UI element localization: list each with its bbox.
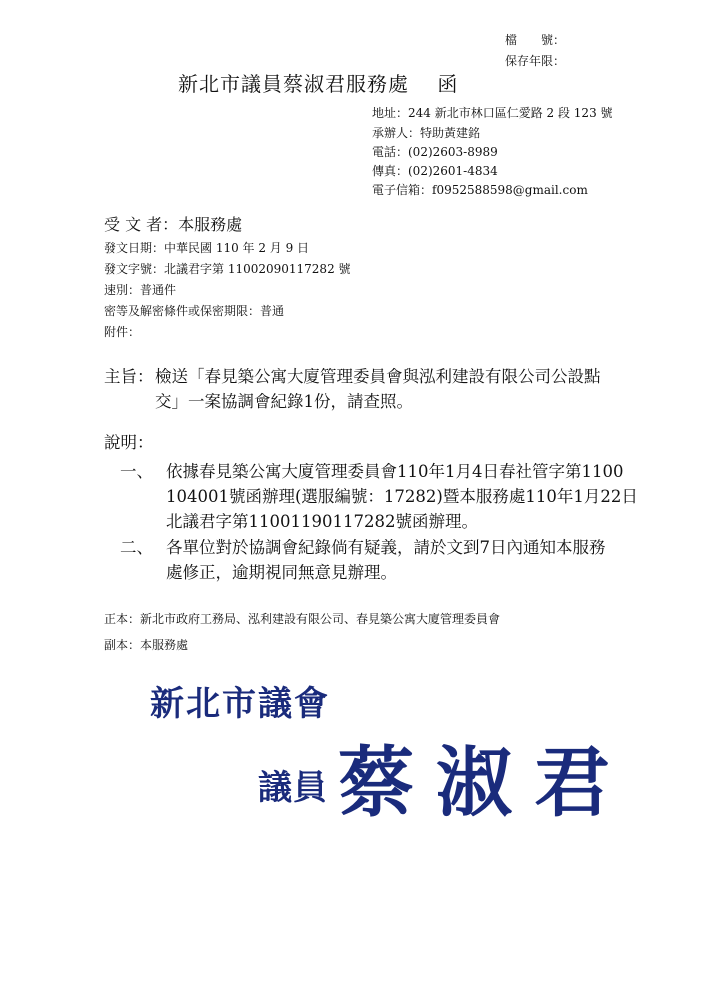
security-level: 密等及解密條件或保密期限：普通 xyxy=(104,304,285,318)
explanation-item-number: 一、 xyxy=(120,462,153,481)
subject-line-2: 交」一案協調會紀錄1份，請查照。 xyxy=(155,392,413,411)
explanation-item-line: 北議君字第11001190117282號函辦理。 xyxy=(166,512,478,531)
sender-handler: 承辦人：特助黃建銘 xyxy=(372,126,481,140)
sender-email: 電子信箱：f0952588598@gmail.com xyxy=(372,183,588,197)
seal-signatory-name: 蔡淑君 xyxy=(338,738,632,827)
explanation-item-line: 各單位對於協調會紀錄倘有疑義，請於文到7日內通知本服務 xyxy=(166,538,606,557)
document-title: 新北市議員蔡淑君服務處 函 xyxy=(178,72,459,96)
issue-date: 發文日期：中華民國 110 年 2 月 9 日 xyxy=(104,241,310,255)
sender-phone: 電話：(02)2603-8989 xyxy=(372,145,498,159)
retention-period-label: 保存年限： xyxy=(505,54,566,68)
subject-line-1: 檢送「春見築公寓大廈管理委員會與泓利建設有限公司公設點 xyxy=(155,367,601,386)
file-number-label: 檔 號： xyxy=(505,33,566,47)
main-recipients: 正本：新北市政府工務局、泓利建設有限公司、春見築公寓大廈管理委員會 xyxy=(104,612,501,626)
seal-council-name: 新北市議會 xyxy=(150,684,330,724)
attachment-label: 附件： xyxy=(104,325,141,339)
subject-label: 主旨： xyxy=(104,367,154,386)
seal-role: 議員 xyxy=(258,768,328,808)
explanation-item-number: 二、 xyxy=(120,538,153,557)
issue-number: 發文字號：北議君字第 11002090117282 號 xyxy=(104,262,351,276)
explanation-label: 說明： xyxy=(104,433,154,452)
sender-address: 地址：244 新北市林口區仁愛路 2 段 123 號 xyxy=(372,106,613,120)
copy-recipients: 副本：本服務處 xyxy=(104,638,189,652)
speed-category: 速別：普通件 xyxy=(104,283,177,297)
explanation-item-line: 處修正，逾期視同無意見辦理。 xyxy=(166,563,397,582)
explanation-item-line: 104001號函辦理(選服編號：17282)暨本服務處110年1月22日 xyxy=(166,487,638,506)
sender-fax: 傳真：(02)2601-4834 xyxy=(372,164,498,178)
recipient: 受 文 者：本服務處 xyxy=(104,215,243,234)
explanation-item-line: 依據春見築公寓大廈管理委員會110年1月4日春社管字第1100 xyxy=(166,462,624,481)
